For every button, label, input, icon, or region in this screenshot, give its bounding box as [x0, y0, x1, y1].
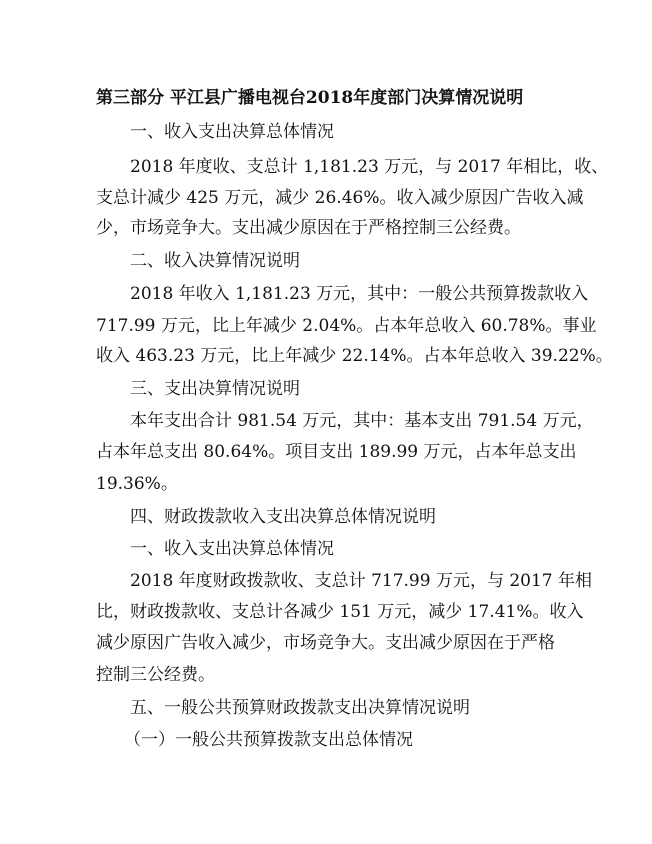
page-title: 第三部分 平江县广播电视台2018年度部门决算情况说明 [96, 88, 524, 108]
paragraph-line: 比，财政拨款收、支总计各减少 151 万元，减少 17.41%。收入 [96, 602, 584, 622]
section-heading-4: 四、财政拨款收入支出决算总体情况说明 [130, 507, 436, 527]
subsection-heading: 一、收入支出决算总体情况 [130, 539, 334, 559]
paragraph-line: 2018 年度财政拨款收、支总计 717.99 万元，与 2017 年相 [130, 571, 593, 591]
paragraph-line: 少，市场竞争大。支出减少原因在于严格控制三公经费。 [96, 218, 521, 238]
paragraph-line: 减少原因广告收入减少，市场竞争大。支出减少原因在于严格 [96, 633, 555, 653]
section-heading-5: 五、一般公共预算财政拨款支出决算情况说明 [130, 698, 470, 718]
paragraph-line: 占本年总支出 80.64%。项目支出 189.99 万元，占本年总支出 [96, 442, 577, 462]
paragraph-line: 本年支出合计 981.54 万元，其中：基本支出 791.54 万元， [130, 411, 594, 431]
subsection-heading: （一）一般公共预算拨款支出总体情况 [124, 730, 413, 750]
section-heading-1: 一、收入支出决算总体情况 [130, 122, 334, 142]
section-heading-2: 二、收入决算情况说明 [130, 251, 300, 271]
paragraph-line: 2018 年收入 1,181.23 万元，其中：一般公共预算拨款收入 [130, 284, 589, 304]
section-heading-3: 三、支出决算情况说明 [130, 379, 300, 399]
paragraph-line: 2018 年度收、支总计 1,181.23 万元，与 2017 年相比，收、 [130, 157, 609, 177]
paragraph-line: 支总计减少 425 万元，减少 26.46%。收入减少原因广告收入减 [96, 188, 584, 208]
paragraph-line: 19.36%。 [96, 474, 178, 494]
paragraph-line: 控制三公经费。 [96, 665, 215, 685]
paragraph-line: 收入 463.23 万元，比上年减少 22.14%。占本年总收入 39.22%。 [96, 346, 613, 366]
paragraph-line: 717.99 万元，比上年减少 2.04%。占本年总收入 60.78%。事业 [96, 316, 597, 336]
